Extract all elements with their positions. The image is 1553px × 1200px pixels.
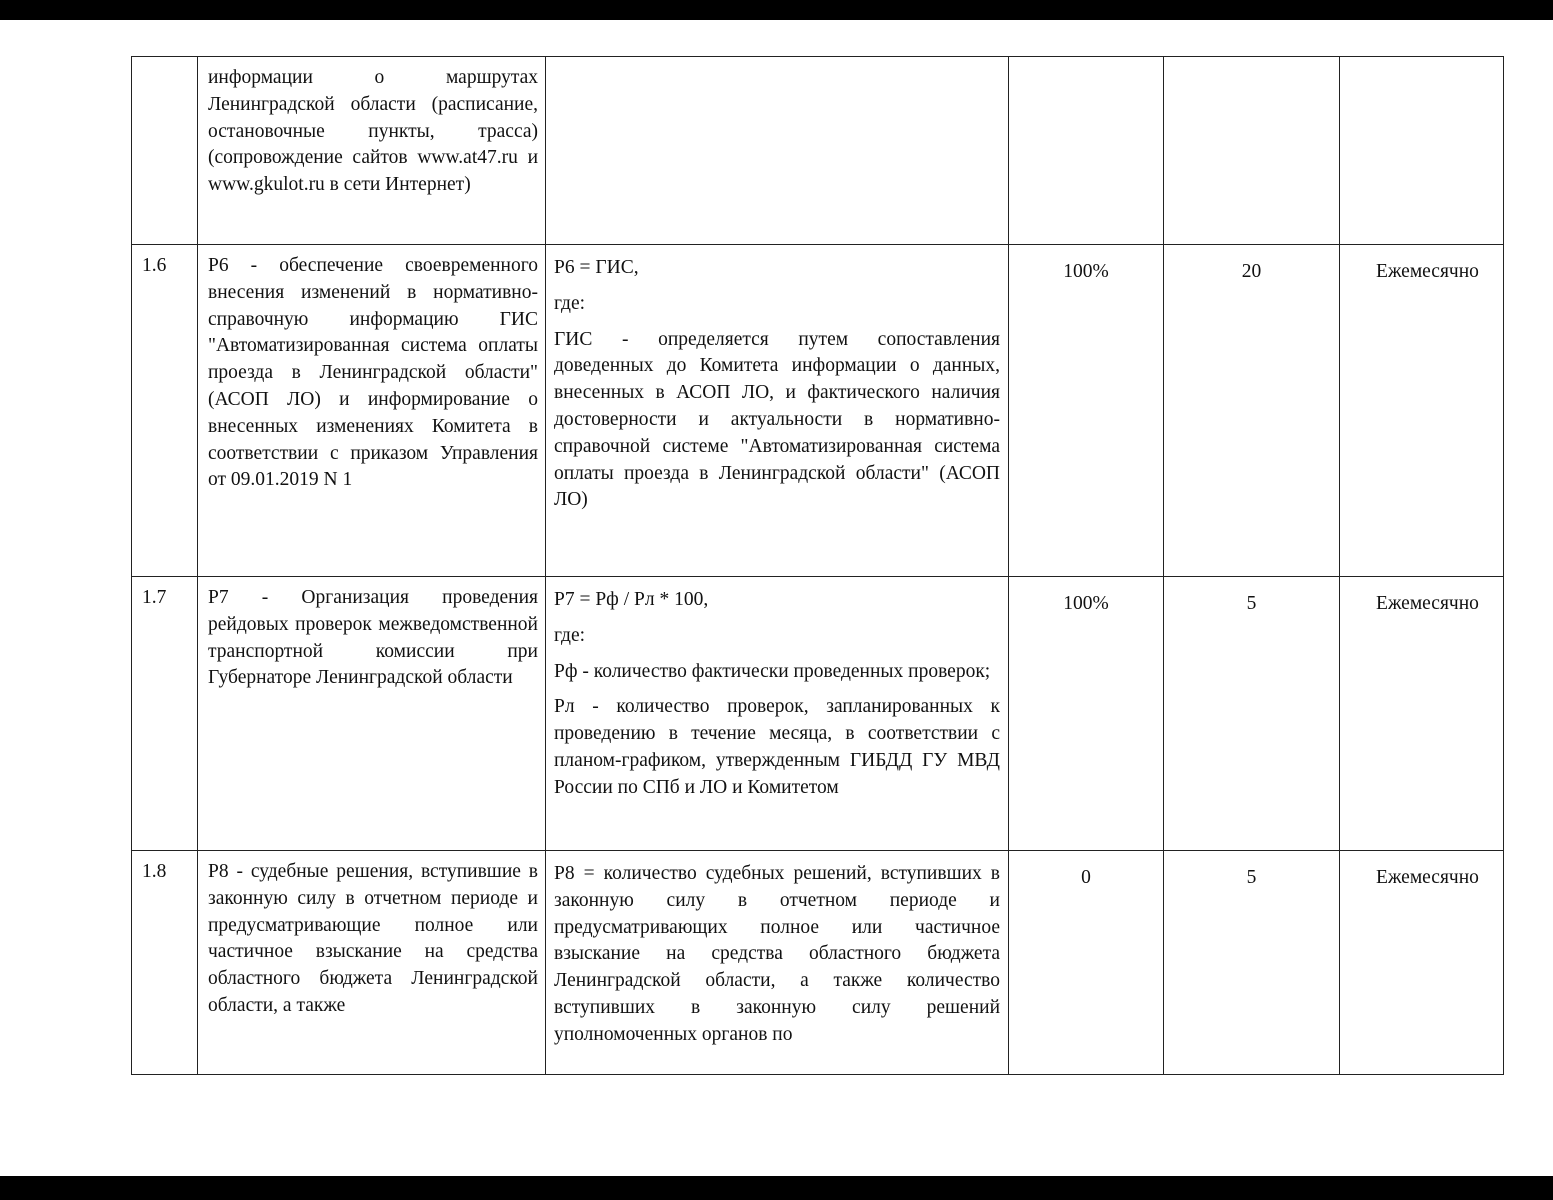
calculation-formula [546,851,1009,1075]
target-value [1009,57,1164,245]
formula-line: ГИС - определяется путем сопоставления доведенных до Комитета информации о данных, внесенных в АСОП ЛО, и фактического наличия достоверности и актуальности в нормативно-справочной системе "Автоматизированная система оплаты проезда в Ленинградской области" (АСОП ЛО) [554,328,1000,511]
indicator-description: Р7 - Организация проведения рейдовых проверок межведомственной транспортной комиссии при Губернаторе Ленинградской области [198,577,546,851]
formula-line: Р6 = ГИС, [554,257,639,278]
row-number [132,57,198,245]
formula-line: Рф - количество фактически проведенных проверок; [554,660,991,682]
table-row [132,851,1504,1075]
target-value: 0 [1009,851,1164,1075]
scan-border-top [0,0,1553,20]
scan-border-bottom [0,1176,1553,1200]
periodicity [1340,57,1504,245]
document-page [131,56,1503,1075]
formula-line: где: [554,624,586,646]
row-number: 1.6 [132,245,198,577]
calculation-formula [546,577,1009,851]
indicator-description: Р6 - обеспечение своевременного внесения изменений в нормативно-справочную информацию ГИС "Автоматизированная система оплаты проезда в Ленинградской области" (АСОП ЛО) и информирование о внесенных изменениях Комитета в соответствии с приказом Управления от 09.01.2019 N 1 [198,245,546,577]
table-row [132,577,1504,851]
weight-value [1164,57,1340,245]
calculation-formula [546,245,1009,577]
target-value: 100% [1009,577,1164,851]
target-value: 100% [1009,245,1164,577]
formula-line: Рл - количество проверок, запланированных к проведению в течение месяца, в соответствии с планом-графиком, утвержденным ГИБДД ГУ МВД России по СПб и ЛО и Комитетом [554,696,1000,798]
row-number: 1.7 [132,577,198,851]
indicators-table [131,56,1504,1075]
table-row [132,57,1504,245]
weight-value: 5 [1164,851,1340,1075]
indicator-description: Р8 - судебные решения, вступившие в законную силу в отчетном периоде и предусматривающие полное или частичное взыскание на средства областного бюджета Ленинградской области, а также [198,851,546,1075]
row-number: 1.8 [132,851,198,1075]
table-row [132,245,1504,577]
weight-value: 20 [1164,245,1340,577]
formula-line: где: [554,292,586,314]
periodicity: Ежемесячно [1340,851,1504,1075]
indicator-description: информации о маршрутах Ленинградской области (расписание, остановочные пункты, трасса) (сопровождение сайтов www.at47.ru и www.gkulot.ru в сети Интернет) [198,57,546,245]
periodicity: Ежемесячно [1340,577,1504,851]
formula-line: Р8 = количество судебных решений, вступивших в законную силу в отчетном периоде и предусматривающих полное или частичное взыскание на средства областного бюджета Ленинградской области, а также количество вступивших в законную силу решений уполномоченных органов по [554,863,1000,1045]
formula-line: Р7 = Рф / Рл * 100, [554,589,709,610]
periodicity: Ежемесячно [1340,245,1504,577]
weight-value: 5 [1164,577,1340,851]
calculation-formula [546,57,1009,245]
